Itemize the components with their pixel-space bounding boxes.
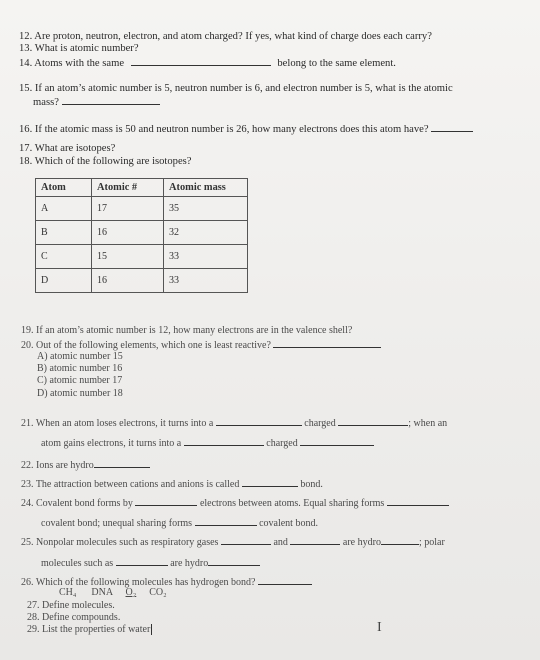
table-cell: D <box>36 269 92 293</box>
question-25-text-2: and <box>273 537 288 548</box>
table-cell: 17 <box>92 197 164 221</box>
option-ch4: CH₄ <box>59 587 77 598</box>
table-cell: 15 <box>92 245 164 269</box>
table-row <box>36 221 248 245</box>
table-row <box>36 197 248 221</box>
question-25-text-5: molecules such as <box>41 558 114 569</box>
question-22-text: 22. Ions are hydro <box>21 460 94 471</box>
question-15: 15. If an atom’s atomic number is 5, neutron number is 6, and electron number is 5, what is the atomic <box>19 83 453 94</box>
question-12: 12. Are proton, neutron, electron, and atom charged? If yes, what kind of charge does each carry? <box>19 31 432 42</box>
answer-blank[interactable] <box>242 477 298 487</box>
question-24-text-4: covalent bond. <box>259 518 318 529</box>
answer-blank[interactable] <box>273 338 381 348</box>
question-24-text-3: covalent bond; unequal sharing forms <box>41 518 193 529</box>
table-header: Atom <box>36 179 92 197</box>
question-21-text-4: atom gains electrons, it turns into a <box>41 438 182 449</box>
answer-blank[interactable] <box>338 416 408 426</box>
option-c: C) atomic number 17 <box>37 375 123 386</box>
question-20 <box>21 338 381 352</box>
option-a: A) atomic number 15 <box>37 351 123 362</box>
answer-blank[interactable] <box>300 436 374 446</box>
question-25 <box>21 535 445 549</box>
question-29-text[interactable]: 29. List the properties of water <box>27 624 151 635</box>
question-21-text-5: charged <box>266 438 298 449</box>
table-header: Atomic mass <box>164 179 248 197</box>
answer-blank[interactable] <box>290 535 340 545</box>
question-23 <box>21 477 323 491</box>
question-21 <box>21 416 447 430</box>
answer-blank[interactable] <box>221 535 271 545</box>
table-cell: A <box>36 197 92 221</box>
table-row <box>36 245 248 269</box>
table-cell: 32 <box>164 221 248 245</box>
question-13: 13. What is atomic number? <box>19 43 139 54</box>
question-14-text: 14. Atoms with the same <box>19 58 125 69</box>
answer-blank[interactable] <box>116 556 168 566</box>
question-28: 28. Define compounds. <box>27 612 121 623</box>
question-22 <box>21 458 150 472</box>
question-21-text-3: ; when an <box>408 418 448 429</box>
text-cursor-icon: I <box>377 620 382 635</box>
option-dna: DNA <box>91 587 113 598</box>
question-19: 19. If an atom’s atomic number is 12, how many electrons are in the valence shell? <box>21 325 353 336</box>
question-23-text-2: bond. <box>300 479 323 490</box>
table-cell: 16 <box>92 269 164 293</box>
answer-blank[interactable] <box>381 535 419 545</box>
table-cell: 33 <box>164 269 248 293</box>
question-14 <box>19 56 396 70</box>
question-24 <box>21 496 449 510</box>
question-24-text: 24. Covalent bond forms by <box>21 498 133 509</box>
table-cell: 35 <box>164 197 248 221</box>
question-14-text-end: belong to the same element. <box>277 58 396 69</box>
option-co2: CO₂ <box>149 587 167 598</box>
question-24-text-2: electrons between atoms. Equal sharing forms <box>199 498 385 509</box>
answer-blank[interactable] <box>387 496 449 506</box>
question-26-text: 26. Which of the following molecules has hydrogen bond? <box>21 577 256 588</box>
option-o2: O₂ <box>125 587 137 598</box>
question-23-text: 23. The attraction between cations and anions is called <box>21 479 240 490</box>
answer-blank[interactable] <box>62 95 160 105</box>
question-27: 27. Define molecules. <box>27 600 115 611</box>
question-18: 18. Which of the following are isotopes? <box>19 156 192 167</box>
table-header: Atomic # <box>92 179 164 197</box>
question-20-text: 20. Out of the following elements, which one is least reactive? <box>21 340 271 351</box>
question-21-cont <box>41 436 374 450</box>
table-cell: 16 <box>92 221 164 245</box>
question-15-cont <box>33 95 160 109</box>
answer-blank[interactable] <box>258 575 312 585</box>
answer-blank[interactable] <box>431 122 473 132</box>
question-17: 17. What are isotopes? <box>19 143 116 154</box>
question-25-text-6: are hydro <box>170 558 209 569</box>
answer-blank[interactable] <box>131 56 271 66</box>
question-16-text: 16. If the atomic mass is 50 and neutron number is 26, how many electrons does this atom have? <box>19 124 429 135</box>
question-16 <box>19 122 473 136</box>
table-cell: C <box>36 245 92 269</box>
table-cell: B <box>36 221 92 245</box>
question-25-text-3: are hydro <box>342 537 381 548</box>
text-caret <box>151 624 155 635</box>
answer-blank[interactable] <box>94 458 150 468</box>
question-25-cont <box>41 556 260 570</box>
question-15-text: mass? <box>33 97 59 108</box>
question-25-text-4: ; polar <box>418 537 445 548</box>
question-21-text: 21. When an atom loses electrons, it turns into a <box>21 418 214 429</box>
question-29 <box>27 624 155 636</box>
option-d: D) atomic number 18 <box>37 388 123 399</box>
table-header-row <box>36 179 248 197</box>
table-row <box>36 269 248 293</box>
isotope-table <box>35 178 248 293</box>
answer-blank[interactable] <box>135 496 197 506</box>
question-21-text-2: charged <box>304 418 336 429</box>
answer-blank[interactable] <box>216 416 302 426</box>
question-26-options <box>59 587 167 599</box>
answer-blank[interactable] <box>195 516 257 526</box>
answer-blank[interactable] <box>184 436 264 446</box>
option-b: B) atomic number 16 <box>37 363 123 374</box>
question-24-cont <box>41 516 318 530</box>
table-cell: 33 <box>164 245 248 269</box>
question-25-text: 25. Nonpolar molecules such as respiratory gases <box>21 537 219 548</box>
answer-blank[interactable] <box>208 556 260 566</box>
